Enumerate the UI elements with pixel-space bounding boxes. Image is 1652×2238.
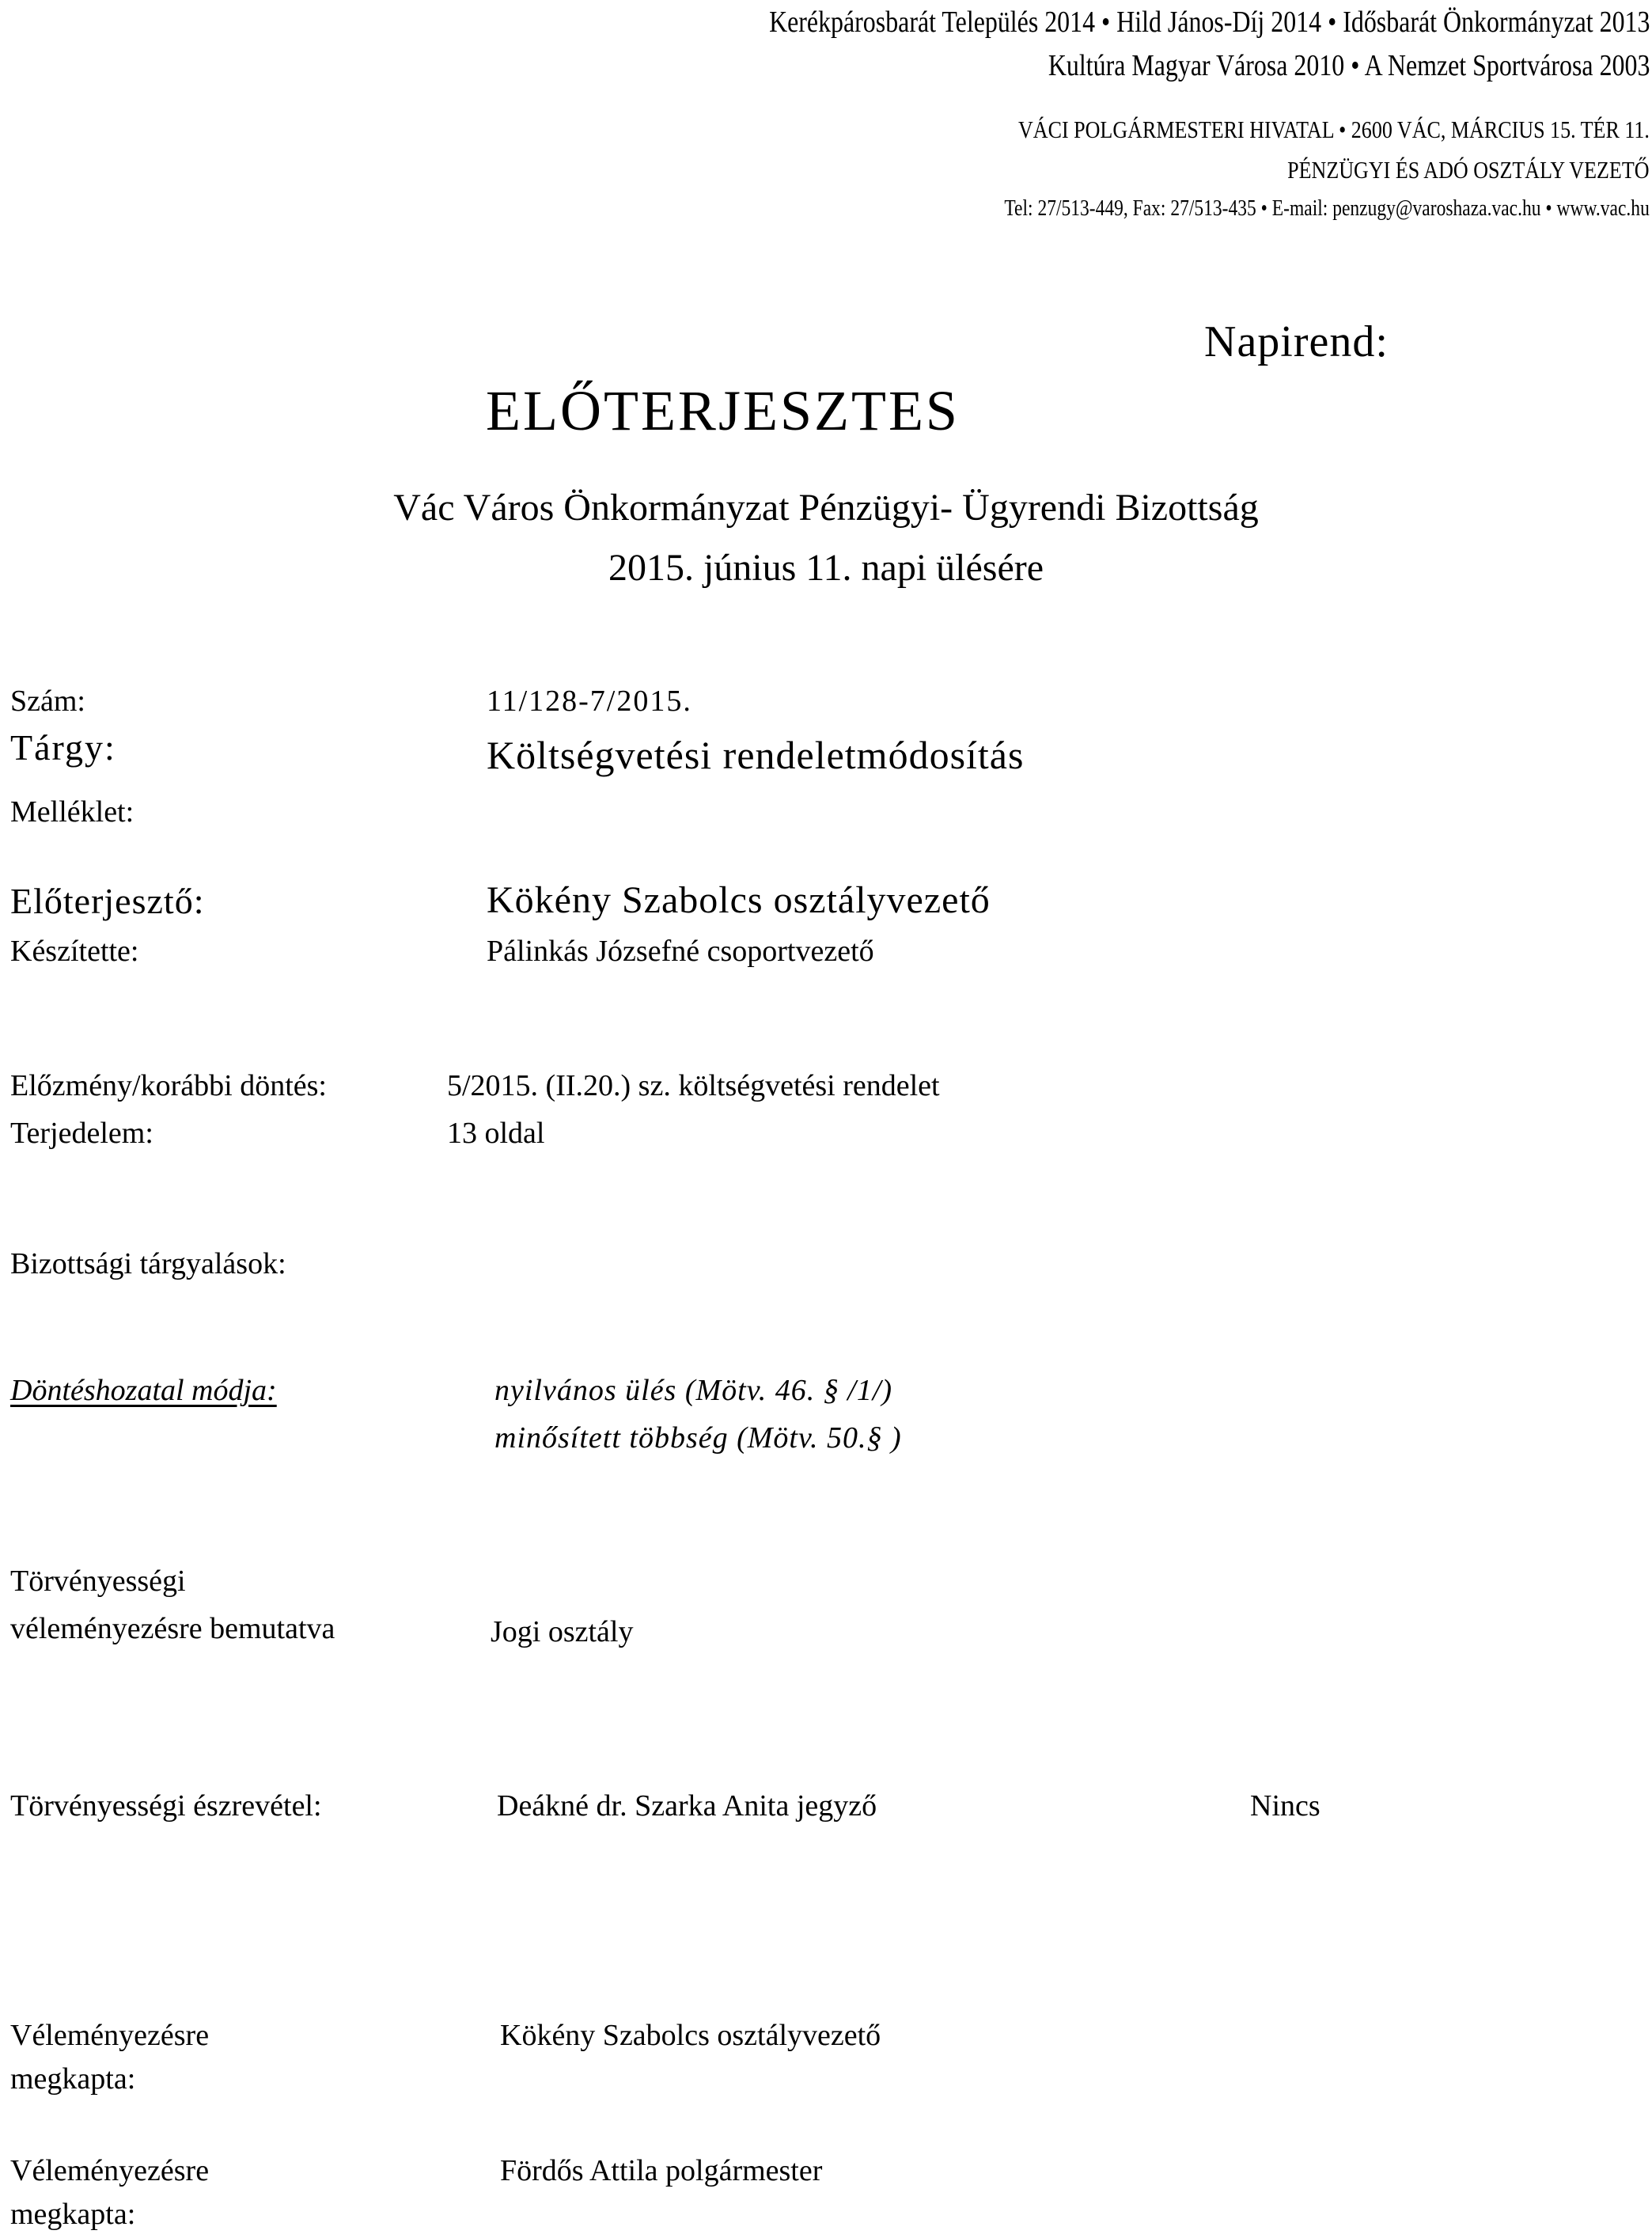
torv-label-1: Törvényességi (10, 1565, 186, 1598)
eszrevetel-result: Nincs (1250, 1789, 1320, 1823)
torv-value: Jogi osztály (491, 1615, 634, 1648)
szam-label: Szám: (10, 685, 85, 718)
eloterjeszto-value: Kökény Szabolcs osztályvezető (487, 879, 991, 921)
header-department: PÉNZÜGYI ÉS ADÓ OSZTÁLY VEZETŐ (1287, 156, 1650, 184)
velemenyezesre-2-label-1: Véleményezésre (10, 2154, 210, 2187)
document-title: ELŐTERJESZTES (486, 379, 960, 442)
dontes-value-2: minősített többség (Mötv. 50.§ ) (494, 1421, 902, 1455)
targy-label: Tárgy: (10, 727, 116, 768)
elozmeny-value: 5/2015. (II.20.) sz. költségvetési rendelet (447, 1069, 940, 1102)
targy-value: Költségvetési rendeletmódosítás (487, 733, 1025, 777)
keszitette-label: Készítette: (10, 935, 139, 968)
header-contact: Tel: 27/513-449, Fax: 27/513-435 • E-mail: penzugy@varoshaza.vac.hu • www.vac.hu (1004, 196, 1650, 221)
velemenyezesre-2-value: Fördős Attila polgármester (500, 2154, 823, 2187)
dontes-value-1: nyilvános ülés (Mötv. 46. § /1/) (494, 1374, 893, 1407)
torv-label-2: véleményezésre bemutatva (10, 1612, 335, 1645)
terjedelem-value: 13 oldal (447, 1117, 545, 1150)
header-awards-line-1: Kerékpárosbarát Település 2014 • Hild János-Díj 2014 • Idősbarát Önkormányzat 2013 (768, 6, 1650, 39)
terjedelem-label: Terjedelem: (10, 1117, 153, 1150)
napirend-label: Napirend: (1204, 317, 1389, 366)
header-office-address: VÁCI POLGÁRMESTERI HIVATAL • 2600 VÁC, MÁRCIUS 15. TÉR 11. (1018, 116, 1650, 143)
eloterjeszto-label: Előterjesztő: (10, 881, 205, 921)
velemenyezesre-1-label-2: megkapta: (10, 2062, 136, 2096)
dontes-label: Döntéshozatal módja: (10, 1374, 277, 1407)
elozmeny-label: Előzmény/korábbi döntés: (10, 1069, 327, 1102)
keszitette-value: Pálinkás Józsefné csoportvezető (487, 935, 874, 968)
eszrevetel-label: Törvényességi észrevétel: (10, 1789, 322, 1823)
eszrevetel-value: Deákné dr. Szarka Anita jegyző (497, 1789, 877, 1823)
velemenyezesre-1-value: Kökény Szabolcs osztályvezető (500, 2019, 881, 2052)
meeting-date: 2015. június 11. napi ülésére (608, 547, 1044, 589)
velemenyezesre-1-label-1: Véleményezésre (10, 2019, 210, 2052)
bizottsagi-label: Bizottsági tárgyalások: (10, 1247, 286, 1280)
melleklet-label: Melléklet: (10, 795, 135, 829)
committee-name: Vác Város Önkormányzat Pénzügyi- Ügyrendi Bizottság (393, 487, 1259, 529)
header-awards-line-2: Kultúra Magyar Városa 2010 • A Nemzet Sportvárosa 2003 (1048, 49, 1650, 82)
szam-value: 11/128-7/2015. (487, 685, 692, 718)
velemenyezesre-2-label-2: megkapta: (10, 2198, 136, 2231)
